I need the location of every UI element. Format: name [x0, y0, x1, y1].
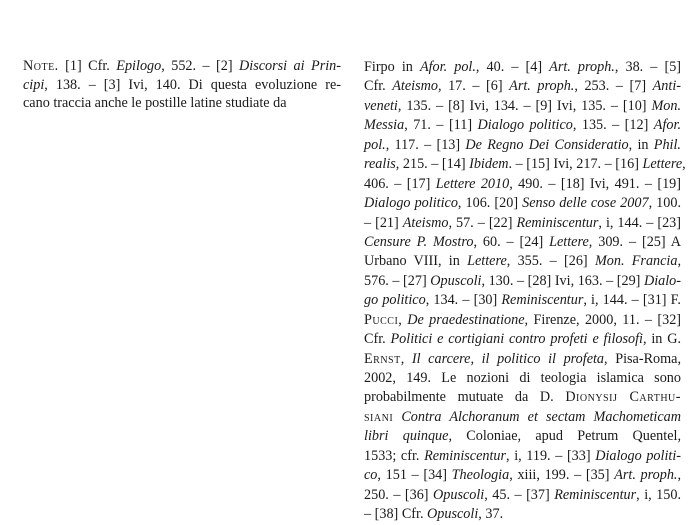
text-segment: – [38] Cfr. — [364, 506, 428, 523]
text-segment: Mon. — [651, 97, 681, 114]
text-segment: , 57. – [22] — [448, 214, 517, 231]
text-line — [364, 466, 681, 485]
text-line — [364, 116, 681, 135]
text-segment: go politico — [364, 292, 426, 309]
text-segment: , 130. – [28] Ivi, 163. – [29] — [481, 272, 644, 289]
text-segment: co — [364, 467, 378, 484]
text-segment: veneti — [364, 97, 398, 114]
text-segment: De Regno Dei Consideratio — [465, 136, 629, 153]
text-segment: pol. — [364, 136, 386, 153]
text-segment: Afor. — [653, 117, 681, 134]
text-segment: Lettere — [642, 156, 683, 173]
text-segment: Discorsi ai Prin- — [239, 58, 341, 74]
text-line — [364, 330, 681, 349]
text-segment: Dialo- — [643, 272, 681, 289]
text-segment: , 106. [20] — [457, 195, 523, 212]
text-line — [364, 252, 681, 271]
text-segment: , 45. – [37] — [484, 486, 555, 503]
text-segment: Art. proph. — [509, 78, 575, 95]
text-segment: Epilogo — [116, 58, 162, 74]
text-segment: , i, 144. – [31] F. — [583, 292, 681, 309]
text-segment: , — [677, 467, 682, 484]
text-segment: , Coloniae, apud Petrum Quentel, — [448, 428, 681, 445]
text-segment: Messia — [364, 117, 405, 134]
text-segment: , 17. – [6] — [437, 78, 510, 95]
text-segment: , — [682, 156, 686, 173]
text-segment: 406. – [17] — [364, 175, 436, 192]
text-line — [23, 76, 341, 95]
text-segment: , 40. – [4] — [475, 59, 550, 75]
text-segment: probabilmente mutuate da D. — [364, 389, 566, 406]
text-segment: , i, 119. – [33] — [506, 447, 596, 464]
text-segment: , 552. – [2] — [161, 58, 240, 74]
text-segment: Reminiscentur — [516, 214, 599, 231]
text-segment: De praedestinatione — [407, 311, 525, 328]
text-segment: Anti- — [652, 78, 682, 95]
text-segment: , — [677, 253, 682, 270]
text-line — [364, 505, 681, 524]
text-line — [364, 194, 681, 213]
text-segment: , in G. — [642, 331, 681, 348]
text-segment: cano traccia anche le postille latine studiate da — [23, 95, 287, 111]
text-segment: Opuscoli — [433, 486, 485, 503]
text-segment: , 135. – [8] Ivi, 134. – [9] Ivi, 135. – [10] — [397, 97, 652, 114]
text-line — [364, 155, 686, 174]
text-segment: Dialogo politico — [364, 195, 458, 212]
text-segment: , — [400, 350, 412, 367]
text-segment: realis — [364, 156, 396, 173]
text-segment: , 135. – [12] — [572, 117, 654, 134]
text-line — [364, 311, 681, 330]
text-segment: 250. – [36] — [364, 486, 434, 503]
text-segment: Cfr. — [364, 331, 391, 348]
text-segment: Dionysij Carthu- — [565, 389, 681, 406]
text-segment: – [21] — [364, 214, 403, 231]
text-segment: Opuscoli — [430, 272, 482, 289]
text-segment: 1533; cfr. — [364, 447, 425, 464]
text-segment: , in — [628, 136, 654, 153]
text-segment: Censure P. Mostro — [364, 233, 474, 250]
text-line — [23, 57, 341, 76]
text-segment: Afor. pol. — [419, 59, 476, 75]
text-segment: Art. proph. — [549, 59, 615, 75]
text-segment: Cfr. — [364, 78, 393, 95]
text-segment: Mon. Francia — [594, 253, 678, 270]
text-segment: Lettere — [467, 253, 507, 270]
text-segment: Reminiscentur — [424, 447, 507, 464]
text-segment: , 490. – [18] Ivi, 491. – [19] — [509, 175, 681, 192]
text-segment: , 117. – [13] — [385, 136, 466, 153]
text-segment: Dialogo politi- — [595, 447, 682, 464]
text-segment: Ernst — [364, 350, 401, 367]
text-segment: Senso delle cose 2007 — [522, 195, 649, 212]
text-segment: siani — [364, 408, 394, 425]
text-line — [364, 272, 681, 291]
text-segment: 576. – [27] — [364, 272, 431, 289]
text-segment: , 134. – [30] — [425, 292, 502, 309]
notes-left-column — [23, 57, 341, 113]
text-segment: Ateismo — [392, 78, 438, 95]
text-segment: , 151 – [34] — [377, 467, 452, 484]
text-segment: , 253. – [7] — [574, 78, 653, 95]
text-segment: Politici e cortigiani contro profeti e filosofi — [390, 331, 643, 348]
text-line — [364, 388, 681, 407]
text-segment: Contra Alchoranum et sectam Machometicam — [401, 408, 682, 425]
text-line — [364, 369, 681, 388]
text-line — [364, 77, 681, 96]
notes-right-column — [364, 58, 686, 525]
text-line — [364, 175, 681, 194]
text-segment: Lettere 2010 — [435, 175, 510, 192]
text-line — [364, 447, 681, 466]
text-segment: Ateismo — [402, 214, 449, 231]
text-segment: Il carcere, il politico il profeta — [411, 350, 605, 367]
text-line — [364, 58, 681, 77]
text-segment: Ibidem — [469, 156, 509, 173]
text-segment: , — [398, 311, 408, 328]
text-segment: , 71. – [11] — [404, 117, 478, 134]
text-line — [23, 94, 341, 113]
text-line — [364, 427, 681, 446]
text-segment: Dialogo politico — [477, 117, 573, 134]
text-segment: cipi — [23, 76, 45, 93]
text-line — [364, 136, 681, 155]
text-segment: Urbano VIII, in — [364, 253, 468, 270]
text-line — [364, 350, 681, 369]
text-segment: Reminiscentur — [554, 486, 637, 503]
text-segment: Theologia — [451, 467, 510, 484]
text-segment: , 355. – [26] — [506, 253, 595, 270]
text-segment: , 309. – [25] A — [588, 233, 681, 250]
text-line — [364, 291, 681, 310]
text-segment: , Firenze, 2000, 11. – [32] — [524, 311, 682, 328]
text-segment: Lettere — [549, 233, 589, 250]
text-segment: , 60. – [24] — [473, 233, 550, 250]
text-segment: , 37. — [478, 506, 504, 523]
text-segment: , 38. – [5] — [614, 59, 682, 75]
text-segment: , 215. – [14] — [395, 156, 470, 173]
text-segment: 2002, 149. Le nozioni di teologia islamica sono — [364, 370, 681, 386]
text-segment: , xiii, 199. – [35] — [509, 467, 615, 484]
text-segment: libri quinque — [364, 428, 449, 445]
text-line — [364, 486, 681, 505]
text-segment: Pucci — [364, 311, 399, 328]
text-segment: , i, 144. – [23] — [598, 214, 681, 231]
text-segment: . – [15] Ivi, 217. – [16] — [508, 156, 643, 173]
text-segment: , 100. — [648, 195, 681, 212]
text-segment: Art. proph. — [614, 467, 678, 484]
text-segment: Reminiscentur — [501, 292, 584, 309]
text-line — [364, 97, 681, 116]
text-segment: Phil. — [653, 136, 681, 153]
text-segment: , Pisa-Roma, — [604, 350, 682, 367]
text-line — [364, 408, 681, 427]
text-segment: , 138. – [3] Ivi, 140. Di questa evoluzione re- — [44, 76, 341, 93]
text-segment: Note. — [23, 58, 59, 74]
text-line — [364, 233, 681, 252]
text-line — [364, 214, 681, 233]
text-segment: , i, 150. — [636, 486, 681, 503]
text-segment: [1] Cfr. — [58, 58, 117, 74]
text-segment: Opuscoli — [427, 506, 479, 523]
text-segment: Firpo in — [364, 59, 420, 75]
